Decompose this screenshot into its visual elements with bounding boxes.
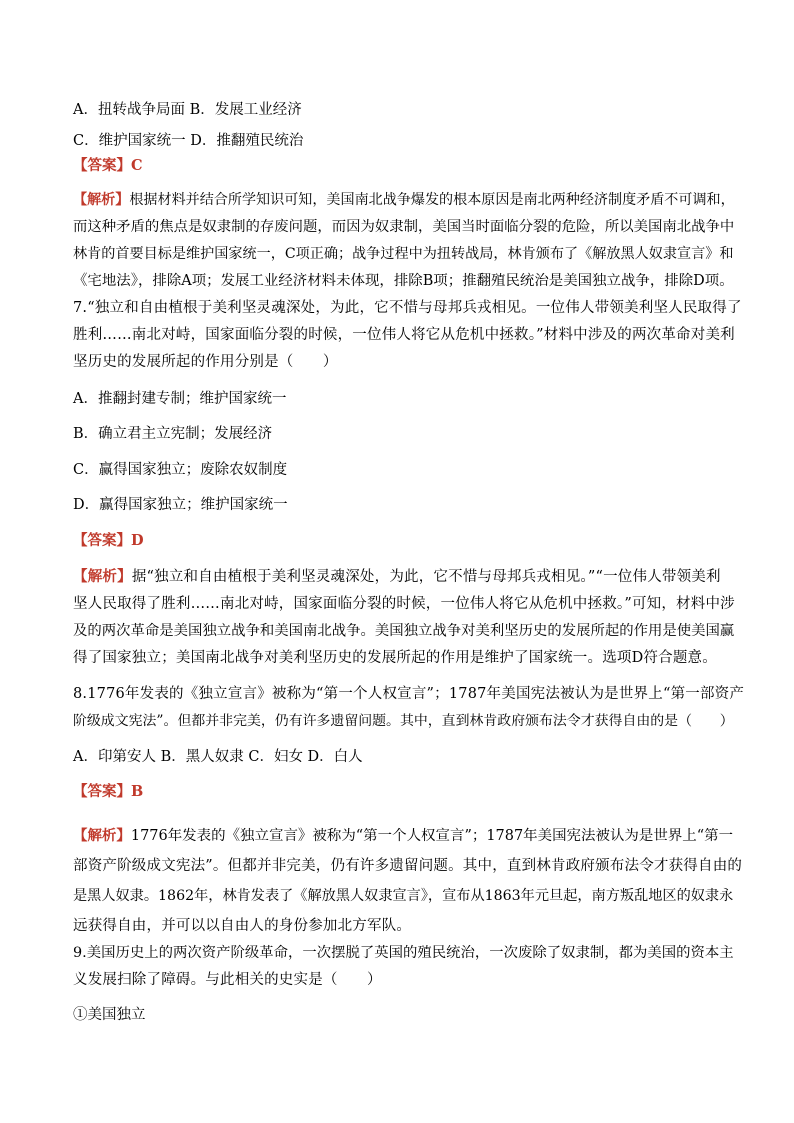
analysis-label: 【解析】 [73,192,130,208]
q9-item-1: ①美国独立 [73,1007,146,1023]
answer-value: D [131,532,144,549]
q7-analysis-line-1 [73,567,721,587]
q7-option-b: B．确立君主立宪制；发展经济 [73,426,273,442]
q8-analysis-line-4: 远获得自由，并可以以自由人的身份参加北方军队。 [73,918,412,934]
q7-option-a: A．推翻封建专制；维护国家统一 [73,391,287,407]
q8-analysis-line-1 [73,826,733,846]
q8-analysis-line-3: 是黑人奴隶。1862年，林肯发表了《解放黑人奴隶宣言》，宣布从1863年元旦起，南方叛乱地区的奴隶永 [73,888,734,904]
answer-value: B [131,783,144,800]
answer-value: C [131,157,143,174]
q8-answer [73,782,143,802]
q7-option-c: C．赢得国家独立；废除农奴制度 [73,462,288,478]
q7-stem-line-1: 7.“独立和自由植根于美利坚灵魂深处，为此，它不惜与母邦兵戎相见。一位伟人带领美利坚人民取得了 [73,300,742,316]
answer-label: 【答案】 [73,532,131,549]
q7-stem-line-2: 胜利……南北对峙，国家面临分裂的时候，一位伟人将它从危机中拯救。”材料中涉及的两次革命对美利 [73,327,735,343]
analysis-label: 【解析】 [73,827,131,844]
q8-analysis-line-2: 部资产阶级成文宪法”。但都并非完美，仍有许多遗留问题。其中，直到林肯政府颁布法令才获得自由的 [73,858,743,874]
q6-options-cd: C．维护国家统一 D．推翻殖民统治 [73,133,304,149]
q7-analysis-line-3: 及的两次革命是美国独立战争和美国南北战争。美国独立战争对美利坚历史的发展所起的作用是使美国赢 [73,623,735,639]
analysis-text: 1776年发表的《独立宣言》被称为“第一个人权宣言”；1787年美国宪法被认为是世界上“第一 [130,828,734,844]
analysis-label: 【解析】 [73,568,132,585]
q6-analysis-line-2: 而这种矛盾的焦点是奴隶制的存废问题，而因为奴隶制，美国当时面临分裂的危险，所以美国南北战争中 [73,219,735,235]
analysis-text: 据“独立和自由植根于美利坚灵魂深处，为此，它不惜与母邦兵戎相见。”“一位伟人带领美利 [131,569,721,585]
answer-label: 【答案】 [73,783,131,800]
q7-option-d: D．赢得国家独立；维护国家统一 [73,497,288,513]
answer-label: 【答案】 [73,157,131,174]
q8-options: A．印第安人 B．黑人奴隶 C．妇女 D．白人 [73,749,363,765]
q9-stem-line-1: 9.美国历史上的两次资产阶级革命，一次摆脱了英国的殖民统治，一次废除了奴隶制，都为美国的资本主 [73,945,734,961]
q6-analysis-line-4: 《宅地法》，排除A项；发展工业经济材料未体现，排除B项；推翻殖民统治是美国独立战争，排除D项。 [73,273,734,289]
q8-stem-line-2: 阶级成文宪法”。但都并非完美，仍有许多遗留问题。其中，直到林肯政府颁布法令才获得自由的是（ ） [73,713,734,729]
q7-answer [73,531,144,551]
q7-analysis-line-4: 得了国家独立；美国南北战争对美利坚历史的发展所起的作用是维护了国家统一。选项D符合题意。 [73,650,717,666]
q6-answer [73,156,143,176]
q6-analysis-line-3: 林肯的首要目标是维护国家统一，C项正确；战争过程中为扭转战局，林肯颁布了《解放黑人奴隶宣言》和 [73,246,734,262]
q6-options-ab: A．扭转战争局面 B．发展工业经济 [73,102,302,118]
q7-stem-line-3: 坚历史的发展所起的作用分别是（ ） [73,354,338,370]
q7-analysis-line-2: 坚人民取得了胜利……南北对峙，国家面临分裂的时候，一位伟人将它从危机中拯救。”可知，材料中涉 [73,596,735,612]
q9-stem-line-2: 义发展扫除了障碍。与此相关的史实是（ ） [73,972,382,988]
q6-analysis-line-1 [73,190,735,210]
analysis-text: 根据材料并结合所学知识可知，美国南北战争爆发的根本原因是南北两种经济制度矛盾不可调和， [129,192,735,208]
q8-stem-line-1: 8.1776年发表的《独立宣言》被称为“第一个人权宣言”；1787年美国宪法被认为是世界上“第一部资产 [73,686,745,702]
